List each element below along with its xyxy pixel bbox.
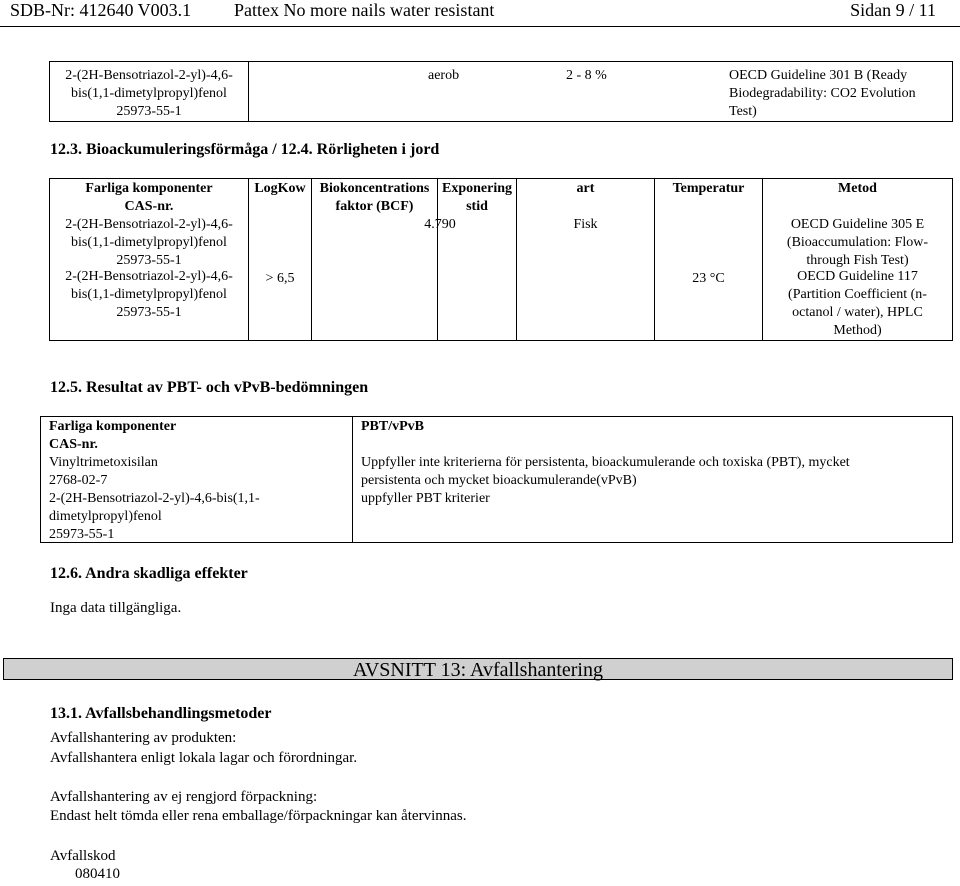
pbt-header-result: PBT/vPvB [361,419,425,434]
bioacc-row-2-logkow: > 6,5 [265,271,295,286]
bioacc-col-divider [516,178,517,341]
bioacc-row-2-method: OECD Guideline 117 (Partition Coefficient (n- octanol / water), HPLC Method) [788,269,927,338]
bioacc-row-1-species: Fisk [573,217,598,232]
no-data-text: Inga data tillgängliga. [50,600,182,616]
biodeg-method: OECD Guideline 301 B (Ready Biodegradability: CO2 Evolution Test) [729,68,916,119]
bioacc-header-component: Farliga komponenter CAS-nr. [85,181,213,214]
disposal-product-label: Avfallshantering av produkten: [50,730,237,746]
header-rule [0,26,960,27]
biodeg-type: aerob [428,68,460,83]
pbt-col-divider [352,416,353,543]
section-13-1-heading: 13.1. Avfallsbehandlingsmetoder [50,705,272,722]
bioacc-row-2-component: 2-(2H-Bensotriazol-2-yl)-4,6- bis(1,1-dimetylpropyl)fenol 25973-55-1 [65,269,233,320]
section-12-5-heading: 12.5. Resultat av PBT- och vPvB-bedömningen [50,379,369,396]
product-name: Pattex No more nails water resistant [234,0,495,20]
bioacc-header-logkow: LogKow [254,181,306,196]
section-12-3-heading: 12.3. Bioackumuleringsförmåga / 12.4. Rörligheten i jord [50,141,440,158]
bioacc-row-1-bcf: 4.790 [424,217,456,232]
bioacc-row-1-method: OECD Guideline 305 E (Bioaccumulation: Flow- through Fish Test) [786,217,929,268]
bioacc-header-species: art [576,181,595,196]
bioacc-col-divider [248,178,249,341]
page-header [0,0,960,26]
waste-code-value: 080410 [75,866,120,882]
bioacc-row-1-component: 2-(2H-Bensotriazol-2-yl)-4,6- bis(1,1-dimetylpropyl)fenol 25973-55-1 [65,217,233,268]
page-number: Sidan 9 / 11 [850,0,936,20]
section-13-title: AVSNITT 13: Avfallshantering [353,659,603,681]
pbt-header-component: Farliga komponenter CAS-nr. [49,419,177,452]
section-12-6-heading: 12.6. Andra skadliga effekter [50,565,248,582]
bioacc-header-temperature: Temperatur [672,181,745,196]
pbt-row-2-result: uppfyller PBT kriterier [361,491,490,506]
disposal-packaging-label: Avfallshantering av ej rengjord förpackning: [50,789,318,805]
pbt-row-1-result: Uppfyller inte kriterierna för persistenta, bioackumulerande och toxiska (PBT), mycket persistenta och mycket bioackumulerande(vPvB) [361,455,850,488]
bioacc-header-method: Metod [838,181,877,196]
document-id: SDB-Nr: 412640 V003.1 [10,0,192,20]
disposal-product-text: Avfallshantera enligt lokala lagar och förordningar. [50,750,358,766]
pbt-row-2-component: 2-(2H-Bensotriazol-2-yl)-4,6-bis(1,1- dimetylpropyl)fenol 25973-55-1 [49,491,260,542]
bioacc-col-divider [654,178,655,341]
disposal-packaging-text: Endast helt tömda eller rena emballage/förpackningar kan återvinnas. [50,808,467,824]
pbt-row-1-component: Vinyltrimetoxisilan 2768-02-7 [49,455,158,488]
bioacc-header-bcf: Biokoncentrations faktor (BCF) [319,181,430,214]
biodeg-range: 2 - 8 % [566,68,607,83]
waste-code-label: Avfallskod [50,848,116,864]
bioacc-header-exposure: Exponering stid [441,181,512,214]
bioacc-row-2-temperature: 23 °C [692,271,725,286]
biodeg-divider [248,61,249,122]
biodeg-component: 2-(2H-Bensotriazol-2-yl)-4,6- bis(1,1-dimetylpropyl)fenol 25973-55-1 [65,68,233,119]
